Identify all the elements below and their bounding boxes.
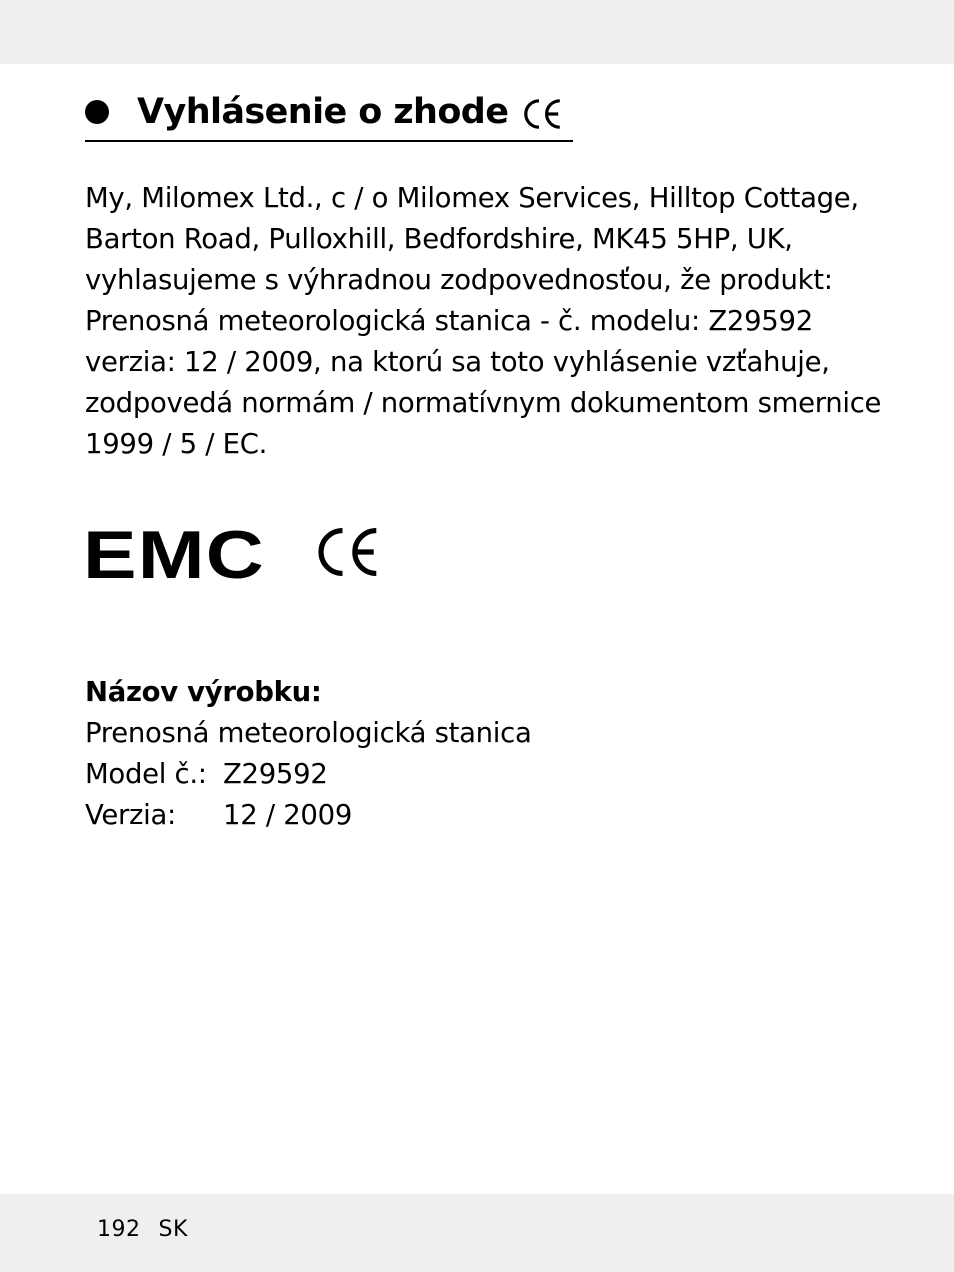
ce-mark-icon [523,98,563,130]
version-value: 12 / 2009 [223,799,353,831]
model-label: Model č.: [85,758,207,790]
declaration-line: 1999 / 5 / EC. [85,428,268,460]
declaration-line: My, Milomex Ltd., c / o Milomex Services, Hilltop Cottage, [85,182,859,214]
ce-mark-large-icon [312,526,386,578]
top-band [0,0,954,64]
section-heading [85,90,573,142]
version-label: Verzia: [85,799,176,831]
product-title: Názov výrobku: [85,676,322,708]
page-number: 192 [97,1217,141,1242]
declaration-line: vyhlasujeme s výhradnou zodpovednosťou, že produkt: [85,264,833,296]
bullet-icon [85,100,109,124]
model-value: Z29592 [223,758,328,790]
declaration-line: verzia: 12 / 2009, na ktorú sa toto vyhlásenie vzťahuje, [85,346,830,378]
heading-title: Vyhlásenie o zhode [137,92,509,132]
product-name: Prenosná meteorologická stanica [85,717,532,749]
version-row [85,795,532,836]
page-footer [97,1217,188,1242]
declaration-line: zodpovedá normám / normatívnym dokumentom smernice [85,387,882,419]
language-code: SK [158,1217,188,1242]
declaration-line: Prenosná meteorologická stanica - č. modelu: Z29592 [85,305,813,337]
emc-logo: EMC [83,517,265,593]
product-info [85,672,532,836]
declaration-line: Barton Road, Pulloxhill, Bedfordshire, MK45 5HP, UK, [85,223,793,255]
model-row [85,754,532,795]
declaration-text [85,178,882,465]
